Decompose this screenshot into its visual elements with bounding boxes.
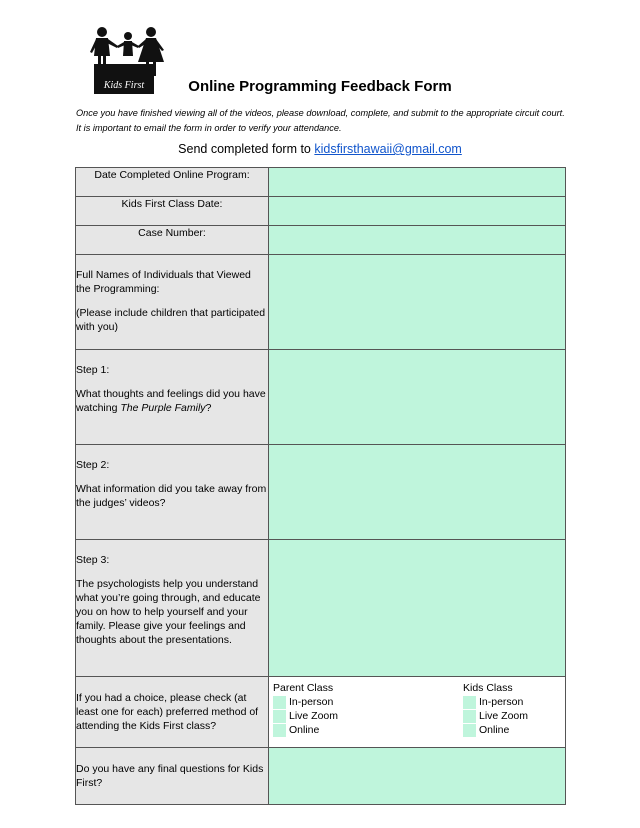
step2-question: What information did you take away from the judges’ videos?: [76, 483, 267, 509]
step3-title: Step 3:: [76, 554, 110, 566]
kids-option-online[interactable]: [463, 723, 528, 737]
email-link[interactable]: kidsfirsthawaii@gmail.com: [314, 142, 462, 156]
row-date-completed: [76, 168, 566, 197]
kids-live-zoom-checkbox[interactable]: [463, 710, 476, 723]
page-title: [0, 78, 640, 95]
names-field[interactable]: [269, 255, 566, 350]
parent-option-in-person[interactable]: [273, 695, 338, 709]
step1-answer-field[interactable]: [269, 350, 566, 445]
purple-family-title: The Purple Family: [120, 402, 206, 414]
step3-question: The psychologists help you understand what you’re going through, and educate you on how to help yourself and your family. Please give your feelings and thoughts about the presentations.: [76, 578, 261, 646]
option-label: In-person: [289, 696, 334, 708]
parent-in-person-checkbox[interactable]: [273, 696, 286, 709]
send-prefix: Send completed form to: [178, 142, 315, 156]
row-names: [76, 255, 566, 350]
final-questions-field[interactable]: [269, 748, 566, 805]
row-step2: [76, 445, 566, 540]
choice-cell: [269, 677, 566, 748]
kids-online-checkbox[interactable]: [463, 724, 476, 737]
parent-live-zoom-checkbox[interactable]: [273, 710, 286, 723]
intro-text: Once you have finished viewing all of the videos, please download, complete, and submit to the appropriate circuit court. It is important to email the form in order to verify your attendance.: [76, 108, 565, 133]
label-step2-cell: [76, 445, 269, 540]
date-completed-field[interactable]: [269, 168, 566, 197]
step3-answer-field[interactable]: [269, 540, 566, 677]
label-step3-cell: [76, 540, 269, 677]
kids-class-label: Kids Class: [463, 682, 513, 694]
step2-answer-field[interactable]: [269, 445, 566, 540]
step1-title: Step 1:: [76, 364, 110, 376]
row-final-questions: [76, 748, 566, 805]
kids-class-column: [463, 681, 528, 737]
parent-class-label: Parent Class: [273, 682, 334, 694]
option-label: Online: [479, 724, 510, 736]
option-label: Live Zoom: [289, 710, 339, 722]
parent-online-checkbox[interactable]: [273, 724, 286, 737]
label-class-date: Kids First Class Date:: [76, 197, 269, 226]
step2-title: Step 2:: [76, 459, 110, 471]
label-date-completed: Date Completed Online Program:: [76, 168, 269, 197]
kids-option-in-person[interactable]: [463, 695, 528, 709]
label-names: Full Names of Individuals that Viewed the Programming:: [76, 269, 251, 295]
step1-question: What thoughts and feelings did you have watching The Purple Family?: [76, 388, 266, 414]
label-case-number: Case Number:: [76, 226, 269, 255]
final-question: Do you have any final questions for Kids First?: [76, 748, 269, 805]
label-names-cell: [76, 255, 269, 350]
row-choice: [76, 677, 566, 748]
label-step1-cell: [76, 350, 269, 445]
class-date-field[interactable]: [269, 197, 566, 226]
kids-in-person-checkbox[interactable]: [463, 696, 476, 709]
row-step1: [76, 350, 566, 445]
parent-class-column: [273, 681, 338, 737]
feedback-form-table: [75, 167, 566, 805]
row-class-date: [76, 197, 566, 226]
label-names-note: (Please include children that participated with you): [76, 307, 266, 333]
kids-option-live-zoom[interactable]: [463, 709, 528, 723]
option-label: Live Zoom: [479, 710, 529, 722]
option-label: Online: [289, 724, 320, 736]
parent-option-online[interactable]: [273, 723, 338, 737]
send-instructions: [0, 142, 640, 156]
parent-option-live-zoom[interactable]: [273, 709, 338, 723]
option-label: In-person: [479, 696, 524, 708]
page-title-text: Online Programming Feedback Form: [188, 78, 452, 95]
case-number-field[interactable]: [269, 226, 566, 255]
choice-question: If you had a choice, please check (at least one for each) preferred method of attending the Kids First class?: [76, 677, 269, 748]
row-step3: [76, 540, 566, 677]
logo-text: Kids First: [103, 80, 145, 91]
row-case-number: [76, 226, 566, 255]
